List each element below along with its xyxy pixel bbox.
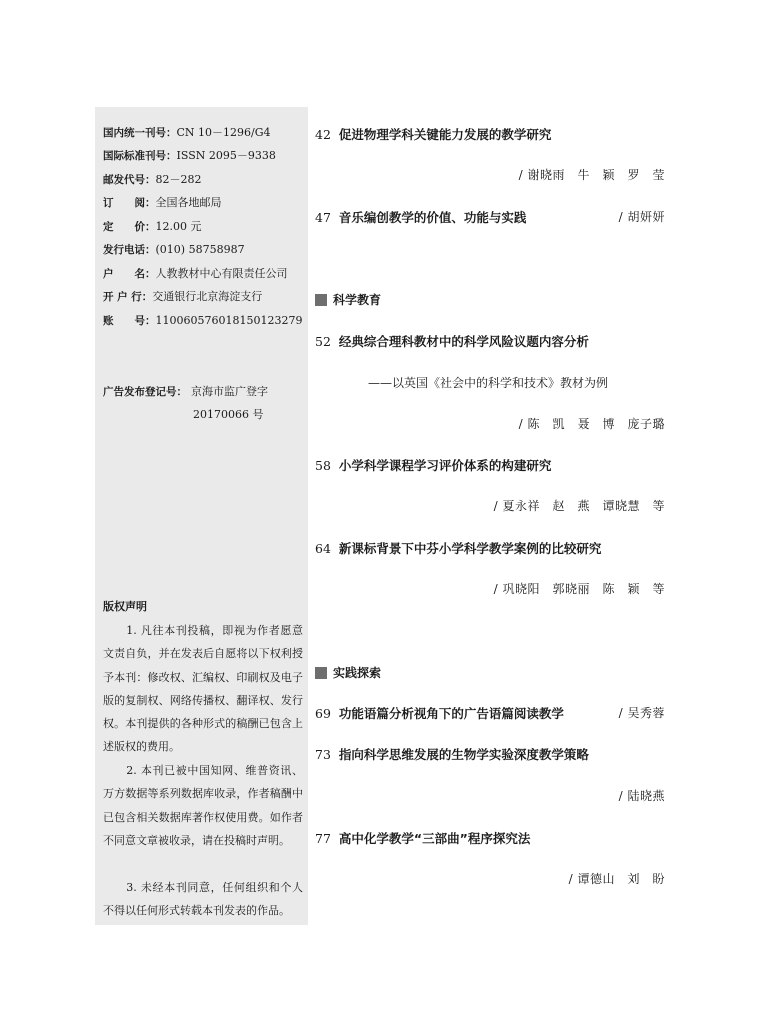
ad-registration-number: 20170066 号 <box>193 408 264 421</box>
info-bank: 开 户 行：交通银行北京海淀支行 <box>103 290 263 303</box>
info-postal-code: 邮发代号：82－282 <box>103 173 202 186</box>
toc-authors-73: / 陆晓燕 <box>618 789 665 803</box>
info-account-number: 账 号：110060576018150123279 <box>103 314 303 327</box>
toc-item-52[interactable]: 52 经典综合理科教材中的科学风险议题内容分析 <box>315 334 589 349</box>
section-square-icon <box>315 294 327 306</box>
toc-authors-69: / 吴秀蓉 <box>618 706 665 720</box>
toc-item-47[interactable]: 47 音乐编创教学的价值、功能与实践 <box>315 210 527 225</box>
toc-authors-42: / 谢晓雨 牛 颖 罗 莹 <box>518 168 665 182</box>
toc-authors-47: / 胡妍妍 <box>618 210 665 224</box>
toc-item-58[interactable]: 58 小学科学课程学习评价体系的构建研究 <box>315 458 552 473</box>
copyright-paragraph-2: 2. 本刊已被中国知网、维普资讯、万方数据等系列数据库收录，作者稿酬中已包含相关数据库著作权使用费。如作者不同意文章被收录，请在投稿时声明。 <box>103 764 303 847</box>
info-issn: 国际标准刊号：ISSN 2095－9338 <box>103 149 276 162</box>
toc-authors-77: / 谭德山 刘 盼 <box>568 872 665 886</box>
toc-item-42[interactable]: 42 促进物理学科关键能力发展的教学研究 <box>315 127 552 142</box>
info-subscription: 订 阅：全国各地邮局 <box>103 196 222 209</box>
info-phone: 发行电话：(010) 58758987 <box>103 243 245 256</box>
copyright-paragraph-3: 3. 未经本刊同意，任何组织和个人不得以任何形式转载本刊发表的作品。 <box>103 881 303 918</box>
info-account-name: 户 名：人教教材中心有限责任公司 <box>103 267 288 280</box>
toc-item-69[interactable]: 69 功能语篇分析视角下的广告语篇阅读教学 <box>315 706 564 721</box>
toc-subtitle-52: ——以英国《社会中的科学和技术》教材为例 <box>368 376 609 390</box>
toc-authors-58: / 夏永祥 赵 燕 谭晓慧 等 <box>493 499 665 513</box>
copyright-title: 版权声明 <box>103 600 147 613</box>
section-header-science-education: 科学教育 <box>315 291 381 308</box>
section-square-icon <box>315 667 327 679</box>
toc-authors-64: / 巩晓阳 郭晓丽 陈 颖 等 <box>493 582 665 596</box>
section-header-practice-exploration: 实践探索 <box>315 664 381 681</box>
copyright-paragraph-1: 1. 凡往本刊投稿，即视为作者愿意文责自负，并在发表后自愿将以下权利授予本刊：修改权、汇编权、印刷权及电子版的复制权、网络传播权、翻译权、发行权。本刊提供的各种形式的稿酬已包含上述版权的费用。 <box>103 624 303 754</box>
info-cn-number: 国内统一刊号：CN 10－1296/G4 <box>103 126 271 139</box>
ad-registration: 广告发布登记号： 京海市监广登字 <box>103 385 268 398</box>
toc-authors-52: / 陈 凯 聂 博 庞子璐 <box>518 417 665 431</box>
info-price: 定 价：12.00 元 <box>103 220 202 233</box>
toc-item-73[interactable]: 73 指向科学思维发展的生物学实验深度教学策略 <box>315 747 589 762</box>
toc-item-64[interactable]: 64 新课标背景下中芬小学科学教学案例的比较研究 <box>315 541 602 556</box>
toc-item-77[interactable]: 77 高中化学教学“三部曲”程序探究法 <box>315 831 531 846</box>
